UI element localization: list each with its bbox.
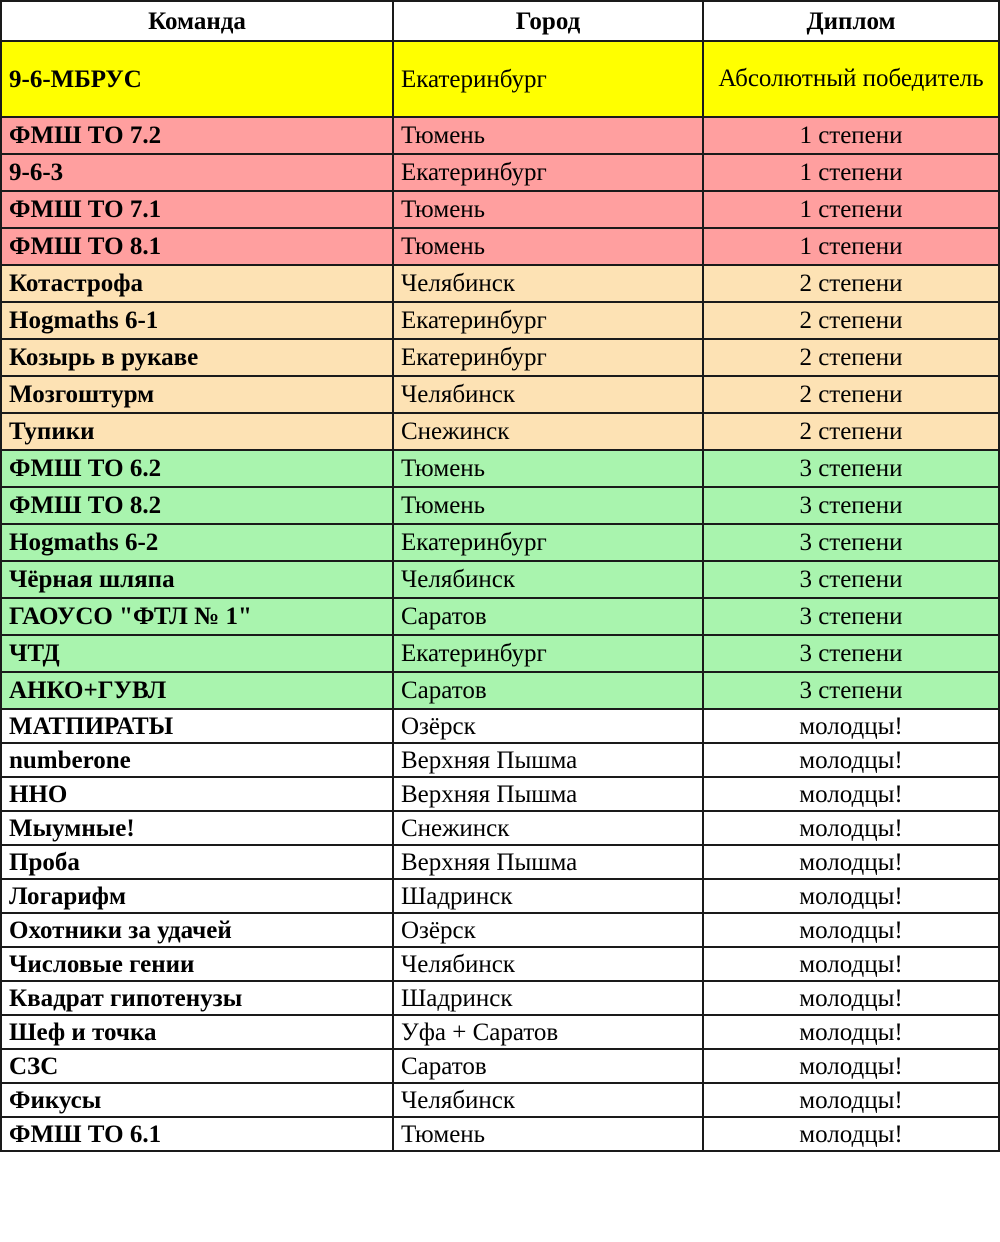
team-cell: ФМШ ТО 7.1 [1,191,393,228]
table-row [1,302,999,339]
team-cell: Козырь в рукаве [1,339,393,376]
city-cell: Екатеринбург [393,302,703,339]
city-cell: Тюмень [393,1117,703,1151]
city-cell: Челябинск [393,265,703,302]
table-header [1,1,999,41]
diploma-cell: 1 степени [703,228,999,265]
diploma-cell: молодцы! [703,709,999,743]
table-row [1,450,999,487]
diploma-cell: 1 степени [703,191,999,228]
table-row [1,777,999,811]
diploma-cell: 2 степени [703,376,999,413]
team-cell: 9-6-МБРУС [1,41,393,117]
diploma-cell: 3 степени [703,524,999,561]
city-cell: Шадринск [393,981,703,1015]
diploma-cell: молодцы! [703,845,999,879]
table-row [1,709,999,743]
diploma-cell: Абсолютный победитель [703,41,999,117]
city-cell: Челябинск [393,947,703,981]
table-row [1,413,999,450]
team-cell: 9-6-3 [1,154,393,191]
team-cell: АНКО+ГУВЛ [1,672,393,709]
city-cell: Тюмень [393,228,703,265]
header-team: Команда [1,1,393,41]
diploma-cell: 2 степени [703,302,999,339]
diploma-cell: молодцы! [703,1117,999,1151]
city-cell: Шадринск [393,879,703,913]
city-cell: Верхняя Пышма [393,777,703,811]
table-row [1,913,999,947]
city-cell: Саратов [393,598,703,635]
team-cell: МАТПИРАТЫ [1,709,393,743]
table-row [1,487,999,524]
city-cell: Снежинск [393,413,703,450]
team-cell: Проба [1,845,393,879]
team-cell: Числовые гении [1,947,393,981]
diploma-cell: молодцы! [703,777,999,811]
table-body [1,41,999,1151]
diploma-cell: молодцы! [703,981,999,1015]
team-cell: ЧТД [1,635,393,672]
table-row [1,228,999,265]
team-cell: Hogmaths 6-1 [1,302,393,339]
diploma-cell: 1 степени [703,154,999,191]
city-cell: Озёрск [393,709,703,743]
diploma-cell: молодцы! [703,1015,999,1049]
table-row [1,635,999,672]
table-row [1,947,999,981]
diploma-cell: 3 степени [703,635,999,672]
team-cell: Чёрная шляпа [1,561,393,598]
city-cell: Саратов [393,1049,703,1083]
team-cell: Котастрофа [1,265,393,302]
city-cell: Тюмень [393,487,703,524]
team-cell: ФМШ ТО 8.2 [1,487,393,524]
header-city: Город [393,1,703,41]
table-row [1,845,999,879]
team-cell: Hogmaths 6-2 [1,524,393,561]
city-cell: Челябинск [393,376,703,413]
table-row [1,879,999,913]
city-cell: Екатеринбург [393,154,703,191]
diploma-cell: молодцы! [703,879,999,913]
city-cell: Екатеринбург [393,41,703,117]
diploma-cell: 3 степени [703,561,999,598]
team-cell: numberone [1,743,393,777]
team-cell: Квадрат гипотенузы [1,981,393,1015]
table-row [1,1083,999,1117]
city-cell: Снежинск [393,811,703,845]
team-cell: ФМШ ТО 6.1 [1,1117,393,1151]
diploma-cell: молодцы! [703,1049,999,1083]
header-diploma: Диплом [703,1,999,41]
table-row [1,598,999,635]
table-row [1,1117,999,1151]
team-cell: СЗС [1,1049,393,1083]
team-cell: Тупики [1,413,393,450]
diploma-cell: 2 степени [703,339,999,376]
table-row [1,376,999,413]
city-cell: Верхняя Пышма [393,845,703,879]
diploma-cell: молодцы! [703,743,999,777]
table-row [1,561,999,598]
team-cell: Мыумные! [1,811,393,845]
table-row [1,265,999,302]
city-cell: Челябинск [393,1083,703,1117]
table-row [1,117,999,154]
team-cell: Мозгоштурм [1,376,393,413]
team-cell: ФМШ ТО 6.2 [1,450,393,487]
team-cell: ННО [1,777,393,811]
table-row [1,191,999,228]
city-cell: Екатеринбург [393,635,703,672]
diploma-cell: 3 степени [703,672,999,709]
city-cell: Екатеринбург [393,524,703,561]
diploma-cell: 1 степени [703,117,999,154]
table-row [1,524,999,561]
team-cell: ГАОУСО "ФТЛ № 1" [1,598,393,635]
city-cell: Тюмень [393,450,703,487]
city-cell: Верхняя Пышма [393,743,703,777]
team-cell: Охотники за удачей [1,913,393,947]
team-cell: ФМШ ТО 7.2 [1,117,393,154]
table-row [1,981,999,1015]
city-cell: Саратов [393,672,703,709]
diploma-cell: 2 степени [703,413,999,450]
city-cell: Челябинск [393,561,703,598]
team-cell: Фикусы [1,1083,393,1117]
city-cell: Тюмень [393,191,703,228]
team-cell: Шеф и точка [1,1015,393,1049]
diploma-cell: 3 степени [703,450,999,487]
city-cell: Уфа + Саратов [393,1015,703,1049]
diploma-cell: молодцы! [703,811,999,845]
table-row [1,743,999,777]
diploma-cell: молодцы! [703,1083,999,1117]
table-row [1,339,999,376]
table-row [1,1049,999,1083]
diploma-cell: молодцы! [703,913,999,947]
table-row [1,811,999,845]
team-cell: ФМШ ТО 8.1 [1,228,393,265]
city-cell: Екатеринбург [393,339,703,376]
table-row [1,154,999,191]
table-row [1,1015,999,1049]
city-cell: Озёрск [393,913,703,947]
city-cell: Тюмень [393,117,703,154]
diploma-cell: 3 степени [703,598,999,635]
diploma-cell: молодцы! [703,947,999,981]
team-cell: Логарифм [1,879,393,913]
diploma-cell: 2 степени [703,265,999,302]
table-row [1,672,999,709]
diploma-cell: 3 степени [703,487,999,524]
table-row [1,41,999,117]
